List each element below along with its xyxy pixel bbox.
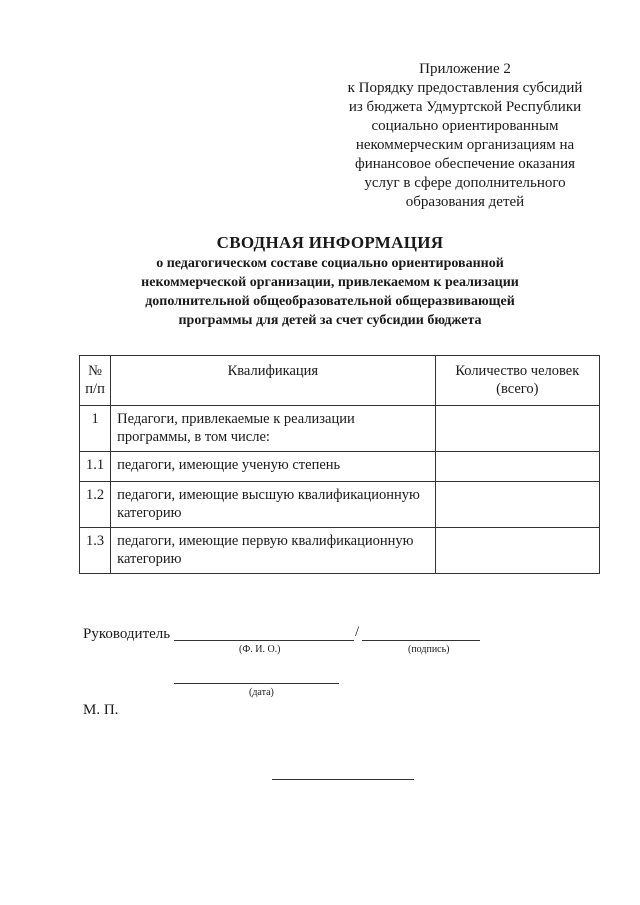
row-qualification: Педагоги, привлекаемые к реализации программы, в том числе: xyxy=(111,406,435,452)
stamp-place: М. П. xyxy=(83,702,119,718)
header-qualification: Квалификация xyxy=(111,356,435,406)
row-qualification: педагоги, имеющие высшую квалификационную категорию xyxy=(111,482,435,528)
appendix-line: услуг в сфере дополнительного xyxy=(364,175,566,191)
date-caption: (дата) xyxy=(249,687,274,698)
signature-label: Руководитель xyxy=(83,626,171,642)
bottom-line xyxy=(272,779,414,780)
row-count xyxy=(435,482,599,528)
fio-caption: (Ф. И. О.) xyxy=(239,644,281,655)
appendix-line: некоммерческим организациям на xyxy=(355,137,575,153)
row-num: 1.2 xyxy=(80,482,111,528)
subtitle-line: некоммерческой организации, привлекаемом к реализации xyxy=(141,275,519,290)
sign-line xyxy=(362,640,480,641)
sign-caption: (подпись) xyxy=(408,644,450,655)
fio-line xyxy=(174,640,354,641)
title-subtitle xyxy=(90,254,570,330)
header-num: № п/п xyxy=(80,356,111,406)
subtitle-line: о педагогическом составе социально ориентированной xyxy=(156,256,504,271)
row-qualification: педагоги, имеющие первую квалификационную категорию xyxy=(111,528,435,574)
row-num: 1.3 xyxy=(80,528,111,574)
appendix-line: социально ориентированным xyxy=(371,118,559,134)
document-title xyxy=(90,232,570,330)
row-qualification: педагоги, имеющие ученую степень xyxy=(111,452,435,482)
table-row xyxy=(80,528,600,574)
row-num: 1 xyxy=(80,406,111,452)
appendix-header xyxy=(330,60,600,212)
appendix-line: образования детей xyxy=(405,194,525,210)
appendix-line: Приложение 2 xyxy=(419,61,511,77)
row-num: 1.1 xyxy=(80,452,111,482)
row-count xyxy=(435,528,599,574)
subtitle-line: дополнительной общеобразовательной общеразвивающей xyxy=(145,294,515,309)
title-main: СВОДНАЯ ИНФОРМАЦИЯ xyxy=(216,233,444,252)
table-row xyxy=(80,452,600,482)
appendix-line: финансовое обеспечение оказания xyxy=(354,156,576,172)
signature-separator: / xyxy=(355,624,360,640)
header-count: Количество человек (всего) xyxy=(435,356,599,406)
date-line xyxy=(174,683,339,684)
appendix-line: из бюджета Удмуртской Республики xyxy=(348,99,582,115)
appendix-line: к Порядку предоставления субсидий xyxy=(347,80,583,96)
subtitle-line: программы для детей за счет субсидии бюджета xyxy=(178,313,482,328)
table-header-row xyxy=(80,356,600,406)
staff-summary-table xyxy=(79,355,600,574)
table-row xyxy=(80,482,600,528)
row-count xyxy=(435,452,599,482)
table-row xyxy=(80,406,600,452)
row-count xyxy=(435,406,599,452)
